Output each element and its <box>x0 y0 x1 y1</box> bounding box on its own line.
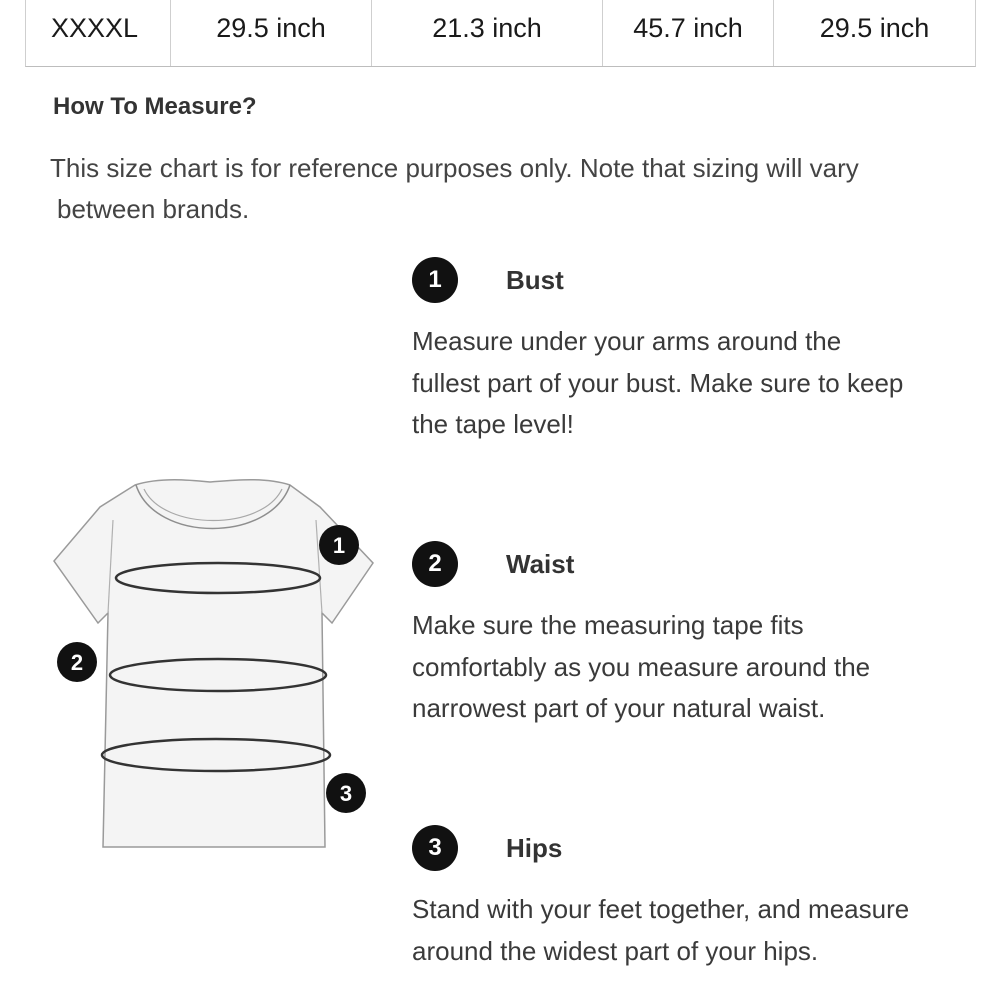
reference-note <box>50 148 950 230</box>
tshirt-diagram <box>40 465 390 865</box>
step-description-line: Make sure the measuring tape fits <box>412 610 804 640</box>
step-description-line: fullest part of your bust. Make sure to keep <box>412 367 904 398</box>
step-header <box>412 257 972 303</box>
step-header <box>412 825 972 871</box>
marker-3-icon <box>326 773 366 813</box>
marker-1-icon <box>319 525 359 565</box>
step-title: Waist <box>506 548 575 579</box>
step-bust <box>412 257 972 446</box>
step-description-line: narrowest part of your natural waist. <box>412 693 826 723</box>
reference-note-line: between brands. <box>57 194 250 224</box>
step-number-badge: 2 <box>412 541 458 587</box>
size-cell-label: XXXXL <box>26 0 171 66</box>
svg-text:3: 3 <box>339 781 353 806</box>
how-to-measure-heading: How To Measure? <box>53 93 257 120</box>
reference-note-line: This size chart is for reference purposes only. Note that sizing will vary <box>50 153 859 183</box>
step-header <box>412 541 972 587</box>
size-cell-value: 21.3 inch <box>372 0 603 66</box>
step-description-line: comfortably as you measure around the <box>412 651 871 682</box>
step-title: Bust <box>506 264 564 295</box>
marker-2-icon <box>57 642 97 682</box>
step-description-line: around the widest part of your hips. <box>412 935 819 966</box>
step-description-line: Measure under your arms around the <box>412 326 842 356</box>
size-table-row <box>25 0 976 67</box>
step-title: Hips <box>506 832 563 863</box>
step-description <box>412 321 972 446</box>
step-waist <box>412 541 972 730</box>
tshirt-measure-diagram-icon <box>40 465 390 865</box>
step-description-line: Stand with your feet together, and measure <box>412 894 910 924</box>
svg-text:2: 2 <box>70 650 84 675</box>
step-description <box>412 605 972 730</box>
step-hips <box>412 825 972 972</box>
step-number-badge: 3 <box>412 825 458 871</box>
step-number-badge: 1 <box>412 257 458 303</box>
step-description-line: the tape level! <box>412 409 574 439</box>
size-cell-value: 45.7 inch <box>603 0 774 66</box>
size-cell-value: 29.5 inch <box>171 0 372 66</box>
step-description <box>412 889 972 972</box>
svg-text:1: 1 <box>332 533 346 558</box>
size-cell-value: 29.5 inch <box>819 12 930 43</box>
